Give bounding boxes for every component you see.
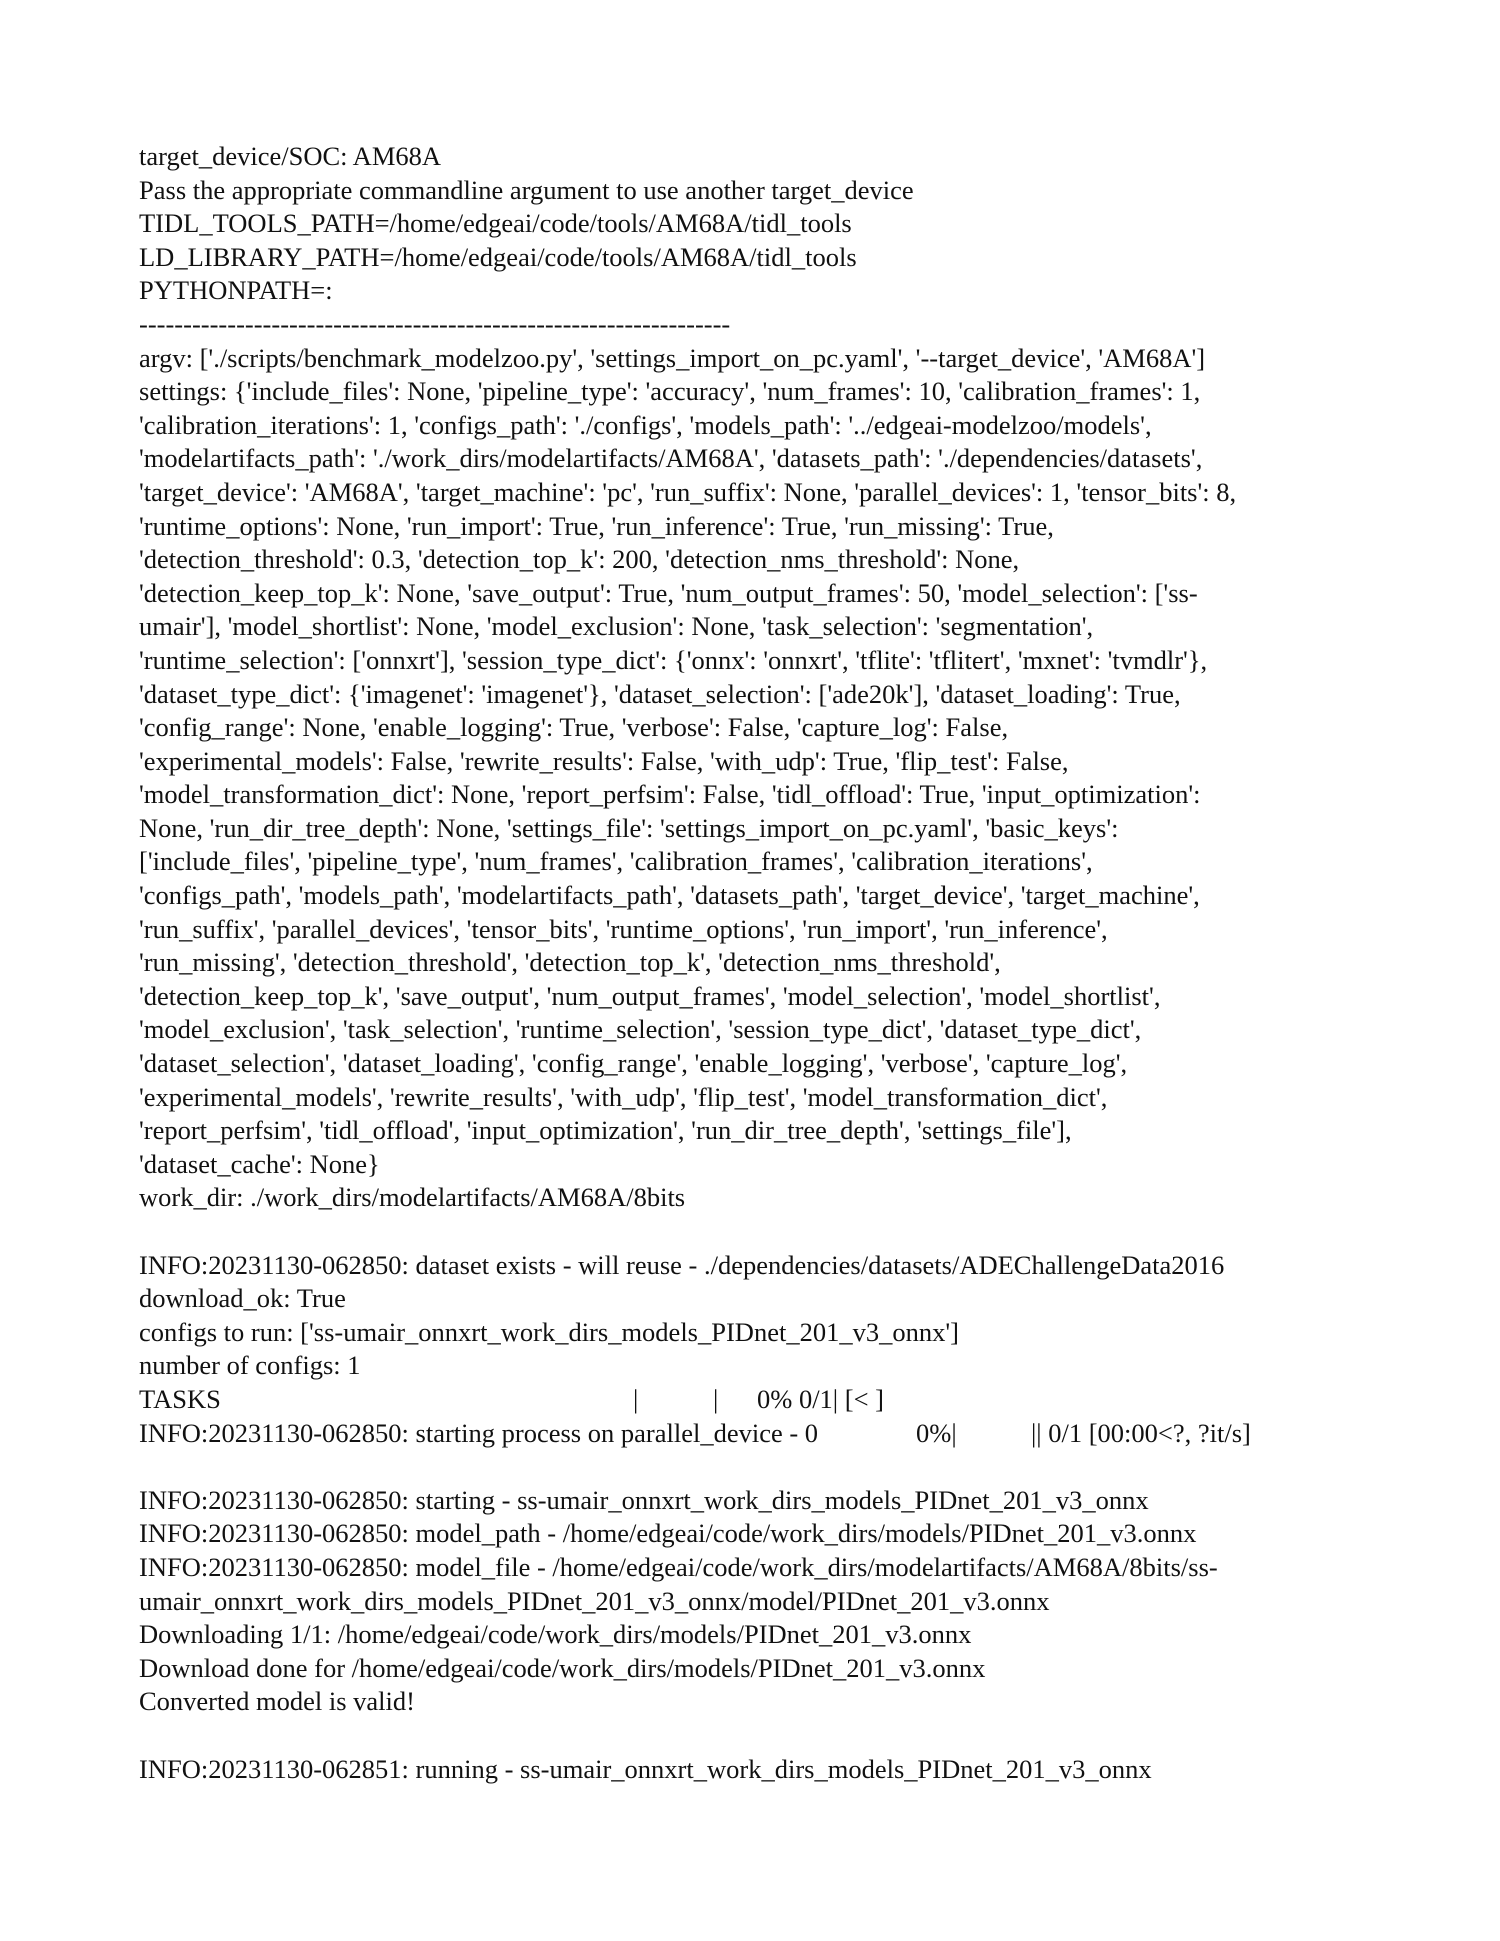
target-device-line: target_device/SOC: AM68A [139,141,442,171]
downloading-line: Downloading 1/1: /home/edgeai/code/work_dirs/models/PIDnet_201_v3.onnx [139,1619,972,1650]
parallel-device-text: INFO:20231130-062850: starting process on parallel_device - 0 [139,1417,819,1448]
settings-line: 'calibration_iterations': 1, 'configs_path': './configs', 'models_path': '../edgeai-modelzoo/models', [139,409,1152,440]
tasks-progress-row [139,1383,1459,1417]
starting-line: INFO:20231130-062850: starting - ss-umair_onnxrt_work_dirs_models_PIDnet_201_v3_onnx [139,1484,1149,1515]
ld-library-path-line: LD_LIBRARY_PATH=/home/edgeai/code/tools/AM68A/tidl_tools [139,241,857,272]
model-file-line-continued: umair_onnxrt_work_dirs_models_PIDnet_201_v3_onnx/model/PIDnet_201_v3.onnx [139,1585,1050,1616]
settings-line: 'runtime_selection': ['onnxrt'], 'session_type_dict': {'onnx': 'onnxrt', 'tflite': 'tflitert', 'mxnet': 'tvmdlr'}, [139,644,1208,675]
blank-line [139,1719,1459,1753]
argv-line: argv: ['./scripts/benchmark_modelzoo.py', 'settings_import_on_pc.yaml', '--target_device', 'AM68A'] [139,342,1206,373]
pythonpath-line: PYTHONPATH=: [139,275,333,306]
settings-line: 'runtime_options': None, 'run_import': True, 'run_inference': True, 'run_missing': True, [139,510,1054,541]
configs-to-run-line: configs to run: ['ss-umair_onnxrt_work_dirs_models_PIDnet_201_v3_onnx'] [139,1316,959,1347]
settings-line: 'report_perfsim', 'tidl_offload', 'input_optimization', 'run_dir_tree_depth', 'settings_file'], [139,1115,1072,1146]
tasks-stats: 0% 0/1| [< ] [757,1383,884,1414]
settings-line: 'modelartifacts_path': './work_dirs/modelartifacts/AM68A', 'datasets_path': './dependencies/datasets', [139,443,1203,474]
settings-line: 'dataset_type_dict': {'imagenet': 'imagenet'}, 'dataset_selection': ['ade20k'], 'dataset_loading': True, [139,678,1181,709]
blank-line [139,1450,1459,1484]
tasks-bar-right: | [713,1383,719,1414]
settings-line: 'run_missing', 'detection_threshold', 'detection_top_k', 'detection_nms_threshold', [139,947,1001,978]
settings-line: 'model_exclusion', 'task_selection', 'runtime_selection', 'session_type_dict', 'dataset_type_dict', [139,1014,1142,1045]
tasks-bar-left: | [633,1383,639,1414]
tidl-tools-path-line: TIDL_TOOLS_PATH=/home/edgeai/code/tools/AM68A/tidl_tools [139,208,852,239]
settings-line: 'model_transformation_dict': None, 'report_perfsim': False, 'tidl_offload': True, 'input_optimization': [139,779,1201,810]
parallel-device-percent: 0%| [916,1417,957,1448]
running-line: INFO:20231130-062851: running - ss-umair_onnxrt_work_dirs_models_PIDnet_201_v3_onnx [139,1753,1152,1784]
settings-line: 'detection_threshold': 0.3, 'detection_top_k': 200, 'detection_nms_threshold': None, [139,544,1020,575]
settings-line: ['include_files', 'pipeline_type', 'num_frames', 'calibration_frames', 'calibration_iterations', [139,846,1093,877]
settings-dump [139,375,1459,1181]
hint-line: Pass the appropriate commandline argument to use another target_device [139,174,914,205]
settings-line: 'run_suffix', 'parallel_devices', 'tensor_bits', 'runtime_options', 'run_import', 'run_inference', [139,913,1108,944]
settings-line: 'detection_keep_top_k': None, 'save_output': True, 'num_output_frames': 50, 'model_selection': ['ss- [139,577,1198,608]
settings-line: settings: {'include_files': None, 'pipeline_type': 'accuracy', 'num_frames': 10, 'calibration_frames': 1, [139,376,1201,407]
settings-line: umair'], 'model_shortlist': None, 'model_exclusion': None, 'task_selection': 'segmentation', [139,611,1094,642]
number-of-configs-line: number of configs: 1 [139,1350,361,1381]
log-document [139,140,1459,1786]
settings-line: 'configs_path', 'models_path', 'modelartifacts_path', 'datasets_path', 'target_device', 'target_machine', [139,880,1200,911]
settings-line: 'experimental_models': False, 'rewrite_results': False, 'with_udp': True, 'flip_test': False, [139,745,1069,776]
converted-line: Converted model is valid! [139,1686,415,1717]
settings-line: 'target_device': 'AM68A', 'target_machine': 'pc', 'run_suffix': None, 'parallel_devices': 1, 'tensor_bits': 8, [139,476,1237,507]
dataset-info-line: INFO:20231130-062850: dataset exists - will reuse - ./dependencies/datasets/ADEChallengeData2016 [139,1249,1225,1280]
settings-line: 'dataset_cache': None} [139,1148,380,1179]
settings-line: 'detection_keep_top_k', 'save_output', 'num_output_frames', 'model_selection', 'model_shortlist', [139,980,1161,1011]
download-done-line: Download done for /home/edgeai/code/work_dirs/models/PIDnet_201_v3.onnx [139,1652,986,1683]
blank-line [139,1215,1459,1249]
settings-line: 'experimental_models', 'rewrite_results', 'with_udp', 'flip_test', 'model_transformation_dict', [139,1081,1108,1112]
tasks-label: TASKS [139,1383,221,1414]
model-file-line: INFO:20231130-062850: model_file - /home/edgeai/code/work_dirs/modelartifacts/AM68A/8bits/ss- [139,1551,1218,1582]
model-path-line: INFO:20231130-062850: model_path - /home/edgeai/code/work_dirs/models/PIDnet_201_v3.onnx [139,1518,1197,1549]
settings-line: 'dataset_selection', 'dataset_loading', 'config_range', 'enable_logging', 'verbose', 'capture_log', [139,1048,1128,1079]
settings-line: None, 'run_dir_tree_depth': None, 'settings_file': 'settings_import_on_pc.yaml', 'basic_keys': [139,812,1119,843]
download-ok-line: download_ok: True [139,1283,346,1314]
work-dir-line: work_dir: ./work_dirs/modelartifacts/AM68A/8bits [139,1182,686,1213]
parallel-device-stats: || 0/1 [00:00<?, ?it/s] [1031,1417,1251,1448]
separator-line: ------------------------------------------------------------------- [139,308,731,339]
settings-line: 'config_range': None, 'enable_logging': True, 'verbose': False, 'capture_log': False, [139,712,1009,743]
parallel-device-progress-row [139,1417,1459,1451]
